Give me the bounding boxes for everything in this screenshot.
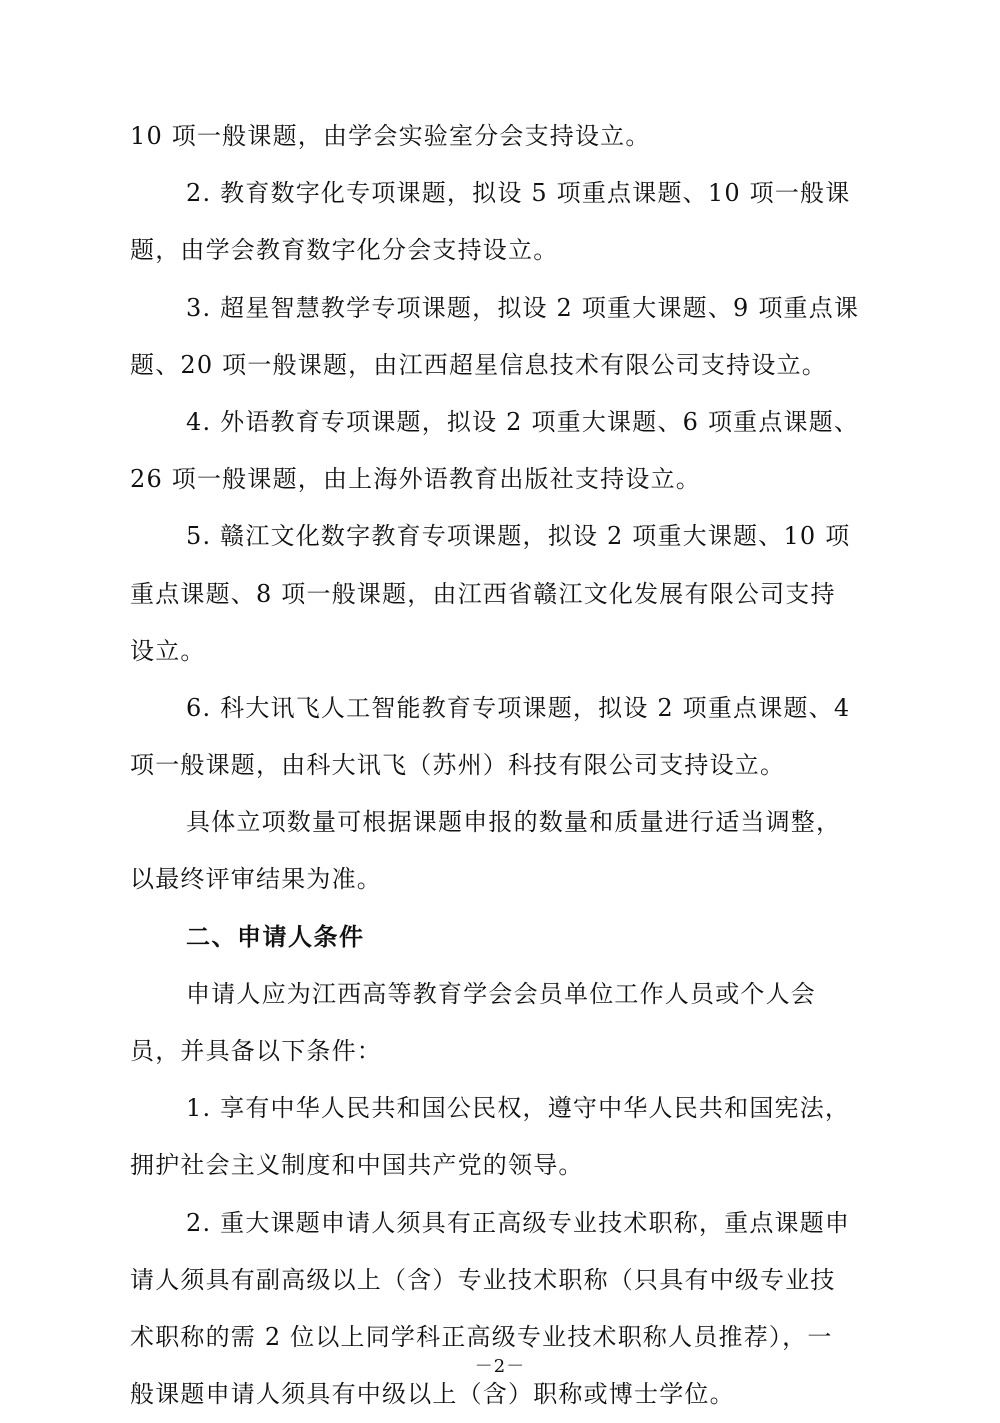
text-line: 般课题申请人须具有中级以上（含）职称或博士学位。 bbox=[130, 1380, 735, 1409]
text-line: 6. 科大讯飞人工智能教育专项课题，拟设 2 项重点课题、4 bbox=[186, 693, 851, 722]
text-line: 4. 外语教育专项课题，拟设 2 项重大课题、6 项重点课题、 bbox=[186, 407, 860, 436]
text-line: 术职称的需 2 位以上同学科正高级专业技术职称人员推荐），一 bbox=[130, 1322, 833, 1351]
text-line: 具体立项数量可根据课题申报的数量和质量进行适当调整， bbox=[186, 808, 842, 837]
text-line: 10 项一般课题，由学会实验室分会支持设立。 bbox=[130, 122, 651, 150]
section-heading: 二、申请人条件 bbox=[186, 922, 365, 951]
text-line: 2. 教育数字化专项课题，拟设 5 项重点课题、10 项一般课 bbox=[186, 179, 851, 208]
text-line: 1. 享有中华人民共和国公民权，遵守中华人民共和国宪法， bbox=[186, 1094, 851, 1123]
text-line: 设立。 bbox=[130, 636, 206, 665]
text-line: 项一般课题，由科大讯飞（苏州）科技有限公司支持设立。 bbox=[130, 751, 786, 780]
text-line: 题、20 项一般课题，由江西超星信息技术有限公司支持设立。 bbox=[130, 350, 827, 379]
text-line: 申请人应为江西高等教育学会会员单位工作人员或个人会 bbox=[186, 979, 816, 1008]
text-line: 拥护社会主义制度和中国共产党的领导。 bbox=[130, 1151, 584, 1180]
page-number: －2－ bbox=[474, 1356, 526, 1377]
text-line: 请人须具有副高级以上（含）专业技术职称（只具有中级专业技 bbox=[130, 1265, 836, 1294]
text-line: 2. 重大课题申请人须具有正高级专业技术职称，重点课题申 bbox=[186, 1208, 851, 1237]
body-text bbox=[130, 108, 880, 1423]
text-line: 重点课题、8 项一般课题，由江西省赣江文化发展有限公司支持 bbox=[130, 579, 836, 608]
text-line: 题，由学会教育数字化分会支持设立。 bbox=[130, 236, 559, 265]
text-line: 员，并具备以下条件： bbox=[130, 1037, 382, 1065]
text-line: 3. 超星智慧教学专项课题，拟设 2 项重大课题、9 项重点课 bbox=[186, 293, 860, 322]
text-line: 以最终评审结果为准。 bbox=[130, 865, 382, 894]
text-line: 5. 赣江文化数字教育专项课题，拟设 2 项重大课题、10 项 bbox=[186, 522, 851, 551]
text-line: 26 项一般课题，由上海外语教育出版社支持设立。 bbox=[130, 465, 701, 494]
